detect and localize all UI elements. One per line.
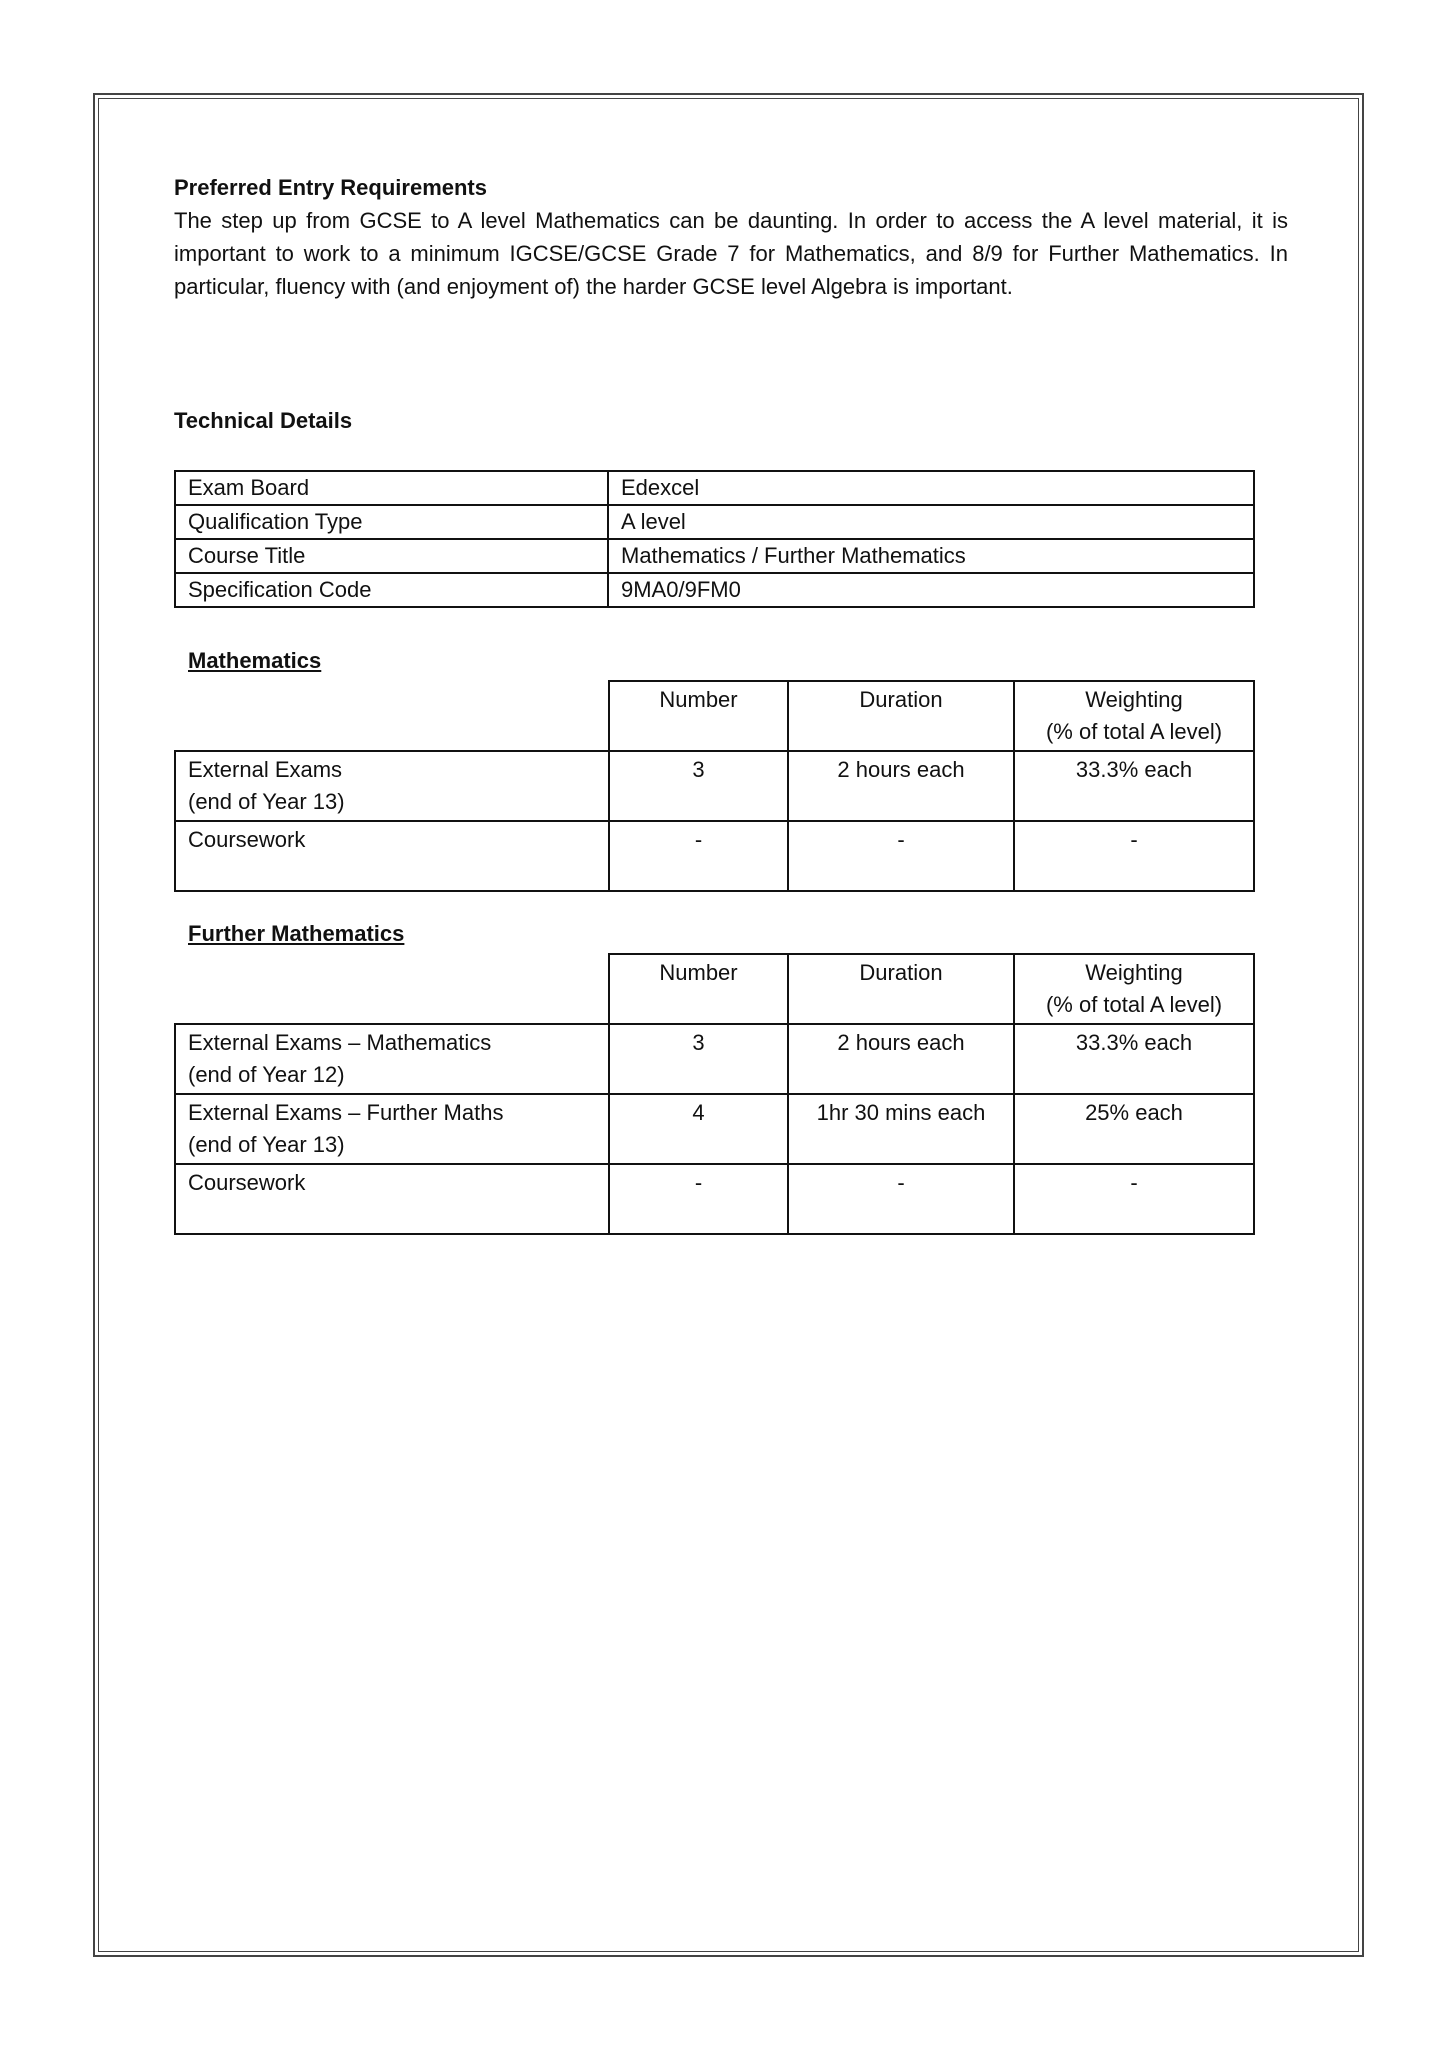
entry-requirements-heading: Preferred Entry Requirements (174, 175, 487, 200)
table-cell-label: Specification Code (175, 573, 608, 607)
table-row (175, 505, 1254, 539)
table-cell-value: A level (608, 505, 1254, 539)
table-cell-value: 9MA0/9FM0 (608, 573, 1254, 607)
table-header-row (175, 954, 1254, 1024)
header-duration: Duration (788, 954, 1014, 1024)
row-number: 4 (609, 1094, 788, 1164)
row-label-line2: (end of Year 12) (188, 1062, 345, 1087)
row-weighting: - (1014, 1164, 1254, 1234)
row-weighting: 33.3% each (1014, 1024, 1254, 1094)
header-weighting-line2: (% of total A level) (1045, 992, 1223, 1017)
table-row (175, 471, 1254, 505)
header-weighting (1014, 681, 1254, 751)
row-duration: 2 hours each (788, 1024, 1014, 1094)
row-number: 3 (609, 1024, 788, 1094)
header-weighting (1014, 954, 1254, 1024)
row-label (175, 1164, 609, 1234)
header-weighting-line1: Weighting (1085, 687, 1183, 712)
technical-details-heading: Technical Details (174, 408, 353, 433)
further-mathematics-heading: Further Mathematics (188, 921, 405, 946)
table-cell-value: Edexcel (608, 471, 1254, 505)
row-duration: 1hr 30 mins each (788, 1094, 1014, 1164)
row-label-line1: External Exams – Further Maths (188, 1100, 504, 1125)
table-cell-label: Qualification Type (175, 505, 608, 539)
header-weighting-line1: Weighting (1085, 960, 1183, 985)
row-label (175, 751, 609, 821)
table-cell-label: Course Title (175, 539, 608, 573)
entry-requirements-text: The step up from GCSE to A level Mathematics can be daunting. In order to access the A level material, it is important to work to a minimum IGCSE/GCSE Grade 7 for Mathematics, and 8/9 for Further Mathematics. In particular, fluency with (and enjoyment of) the harder GCSE level Algebra is important. (174, 208, 1288, 299)
row-number: 3 (609, 751, 788, 821)
row-label (175, 1094, 609, 1164)
row-label-line1: External Exams (188, 757, 343, 782)
header-duration: Duration (788, 681, 1014, 751)
row-number: - (609, 821, 788, 891)
table-cell-label: Exam Board (175, 471, 608, 505)
table-cell-value: Mathematics / Further Mathematics (608, 539, 1254, 573)
table-header-row (175, 681, 1254, 751)
row-weighting: - (1014, 821, 1254, 891)
row-label-line1: Coursework (188, 827, 306, 852)
table-row (175, 751, 1254, 821)
table-row (175, 539, 1254, 573)
row-label (175, 1024, 609, 1094)
mathematics-table (174, 680, 1255, 892)
row-label-line2: (end of Year 13) (188, 789, 345, 814)
mathematics-heading: Mathematics (188, 648, 322, 673)
header-weighting-line2: (% of total A level) (1045, 719, 1223, 744)
further-mathematics-table (174, 953, 1255, 1235)
row-weighting: 33.3% each (1014, 751, 1254, 821)
table-row (175, 1164, 1254, 1234)
table-header-blank (175, 954, 609, 1024)
row-number: - (609, 1164, 788, 1234)
header-number: Number (609, 681, 788, 751)
row-label-line1: Coursework (188, 1170, 306, 1195)
technical-details-table (174, 470, 1255, 608)
table-header-blank (175, 681, 609, 751)
row-label-line1: External Exams – Mathematics (188, 1030, 492, 1055)
row-duration: 2 hours each (788, 751, 1014, 821)
table-row (175, 1094, 1254, 1164)
table-row (175, 1024, 1254, 1094)
row-label-line2: (end of Year 13) (188, 1132, 345, 1157)
table-row (175, 821, 1254, 891)
row-label (175, 821, 609, 891)
row-duration: - (788, 821, 1014, 891)
row-weighting: 25% each (1014, 1094, 1254, 1164)
entry-requirements-section (174, 172, 1288, 303)
row-duration: - (788, 1164, 1014, 1234)
header-number: Number (609, 954, 788, 1024)
table-row (175, 573, 1254, 607)
